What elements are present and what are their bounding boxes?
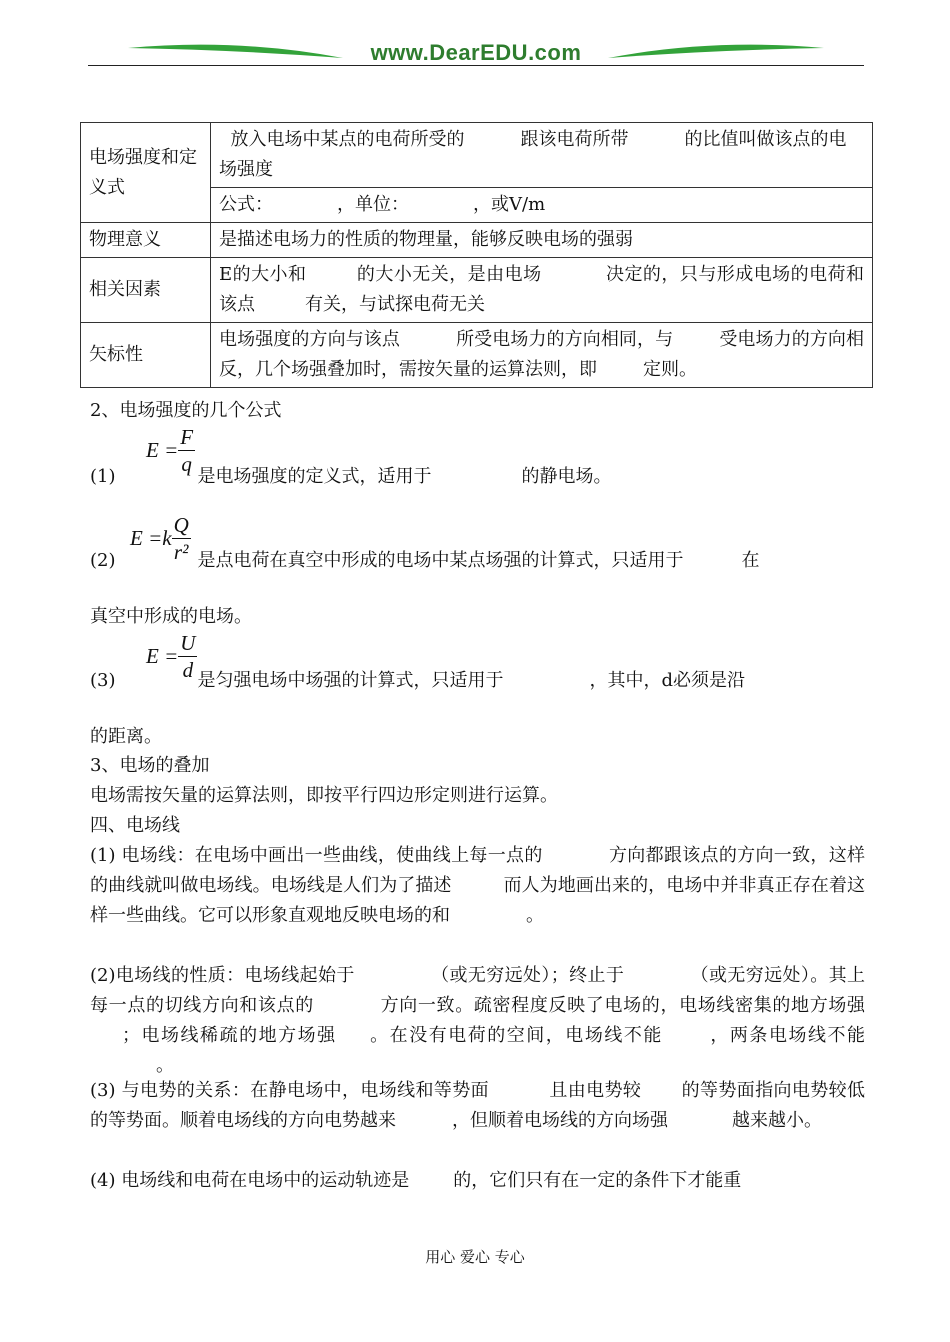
- fraction: [172, 512, 191, 565]
- denominator: d: [182, 658, 194, 682]
- formula-line-2: [90, 546, 865, 576]
- table-key-cell: 电场强度和定义式: [81, 123, 211, 223]
- text-span: 。在没有电荷的空间，电场线不能: [368, 1025, 663, 1046]
- section-title: 2、电场强度的几个公式: [90, 400, 282, 421]
- text-line: 的距离。: [90, 726, 162, 747]
- text-span: ，两条电场线不能: [708, 1025, 866, 1046]
- text-span: 且由电势较: [549, 1080, 642, 1101]
- page-header: [88, 38, 864, 68]
- text-span: (1) 电场线：在电场中画出一些曲线，使曲线上每一点的: [90, 845, 543, 866]
- text-span: 的比值叫做该点的电场强度: [219, 129, 847, 180]
- text-span: 公式：: [219, 194, 273, 215]
- header-rule: [88, 65, 864, 66]
- table-value-cell: [211, 323, 873, 388]
- formula-number: (2): [90, 550, 116, 571]
- paragraph: [90, 961, 865, 1081]
- paragraph: [90, 841, 865, 931]
- numerator: Q: [173, 513, 189, 537]
- text-span: ，电场线密集的地方场强: [660, 995, 866, 1016]
- section-title: 3、电场的叠加: [90, 755, 210, 776]
- text-span: 所受电场力的方向相同，与: [455, 329, 674, 350]
- table-key-cell: 矢标性: [81, 323, 211, 388]
- text-span: 的静电场。: [521, 466, 612, 487]
- text-span: 是电场强度的定义式，适用于: [197, 466, 432, 487]
- text-span: 受电场力的方向相反，几个场强叠加时，需按矢量的运算法则，即: [219, 329, 865, 380]
- text-span: 的等势面指向电势较低的等势面。顺着电场线的方向电势越来: [90, 1080, 866, 1131]
- table-row: [81, 223, 873, 258]
- denominator: r²: [173, 540, 189, 564]
- text-span: 在: [741, 550, 760, 571]
- text-span: 定则。: [643, 359, 697, 380]
- text-span: 方向一致。疏密程度反映了电场的: [379, 995, 661, 1016]
- paragraph: [90, 1166, 865, 1196]
- text-span: 方向都跟该点的方向一致，这样的曲线就叫做电场线。电场线是人们为了描述: [90, 845, 866, 896]
- formula-lhs: E =: [146, 644, 179, 668]
- fraction: [178, 424, 195, 477]
- text-span: ，或V/m: [473, 194, 546, 215]
- formula-number: (1): [90, 466, 116, 487]
- section-title: 四、电场线: [90, 815, 180, 836]
- text-span: 。: [526, 905, 544, 926]
- text-span: ，单位：: [337, 194, 409, 215]
- paragraph: [90, 1076, 865, 1136]
- table-value-cell: [211, 123, 873, 188]
- text-line: 真空中形成的电场。: [90, 606, 252, 627]
- formula-2-expression: [130, 512, 191, 565]
- text-span: 越来越小。: [732, 1110, 822, 1131]
- text-span: ，但顺着电场线的方向场强: [452, 1110, 668, 1131]
- text-span: ；电场线稀疏的地方场强: [122, 1025, 337, 1046]
- table-value-cell: 是描述电场力的性质的物理量，能够反映电场的强弱: [211, 223, 873, 258]
- text-span: 放入电场中某点的电荷所受的: [230, 129, 465, 150]
- text-span: 的大小无关，是由电场: [356, 264, 542, 285]
- text-span: 有关，与试探电荷无关: [305, 294, 485, 315]
- text-span: 电场强度的方向与该点: [219, 329, 400, 350]
- page-footer: 用心 爱心 专心: [425, 1248, 525, 1266]
- denominator: q: [181, 452, 192, 476]
- formula-line-3: [90, 666, 865, 696]
- formula-line-1: [90, 462, 865, 492]
- text-span: ，其中，d必须是沿: [589, 670, 746, 691]
- numerator: F: [180, 425, 194, 449]
- paragraph: 电场需按矢量的运算法则，即按平行四边形定则进行运算。: [90, 785, 558, 806]
- table-row: [81, 123, 873, 188]
- text-span: E的大小和: [219, 264, 307, 285]
- brand-logo-text[interactable]: www.DearEDU.com: [370, 40, 582, 65]
- text-span: （或无穷远处）；终止于: [430, 965, 625, 986]
- text-span: 而人为地画出来的，电场中并非真正存在着这样一些曲线。它可以形象直观地反映电场的和: [90, 875, 865, 926]
- formula-3-expression: [146, 630, 197, 683]
- table-key-cell: 相关因素: [81, 258, 211, 323]
- table-value-cell: [211, 188, 873, 223]
- formula-1-expression: [146, 424, 195, 477]
- fraction: [178, 630, 197, 683]
- numerator: U: [180, 631, 196, 655]
- text-span: （或无穷远处）。其上每一点的切线方向和该点的: [90, 965, 865, 1016]
- text-span: 是匀强电场中场强的计算式，只适用于: [197, 670, 504, 691]
- table-value-cell: [211, 258, 873, 323]
- formula-lhs: E =k: [130, 526, 172, 550]
- definition-table: [80, 122, 873, 388]
- table-row: [81, 323, 873, 388]
- text-span: 是点电荷在真空中形成的电场中某点场强的计算式，只适用于: [197, 550, 684, 571]
- text-span: (4) 电场线和电荷在电场中的运动轨迹是: [90, 1170, 410, 1191]
- text-span: 决定的，只与形成电场的电荷和该点: [219, 264, 865, 315]
- text-span: (3) 与电势的关系：在静电场中，电场线和等势面: [90, 1080, 490, 1101]
- formula-number: (3): [90, 670, 116, 691]
- table-row: [81, 258, 873, 323]
- text-span: 跟该电荷所带: [520, 129, 629, 150]
- text-span: 。: [156, 1055, 174, 1076]
- text-span: (2)电场线的性质：电场线起始于: [90, 965, 355, 986]
- text-span: 的，它们只有在一定的条件下才能重: [453, 1170, 742, 1191]
- table-key-cell: 物理意义: [81, 223, 211, 258]
- formula-lhs: E =: [146, 438, 179, 462]
